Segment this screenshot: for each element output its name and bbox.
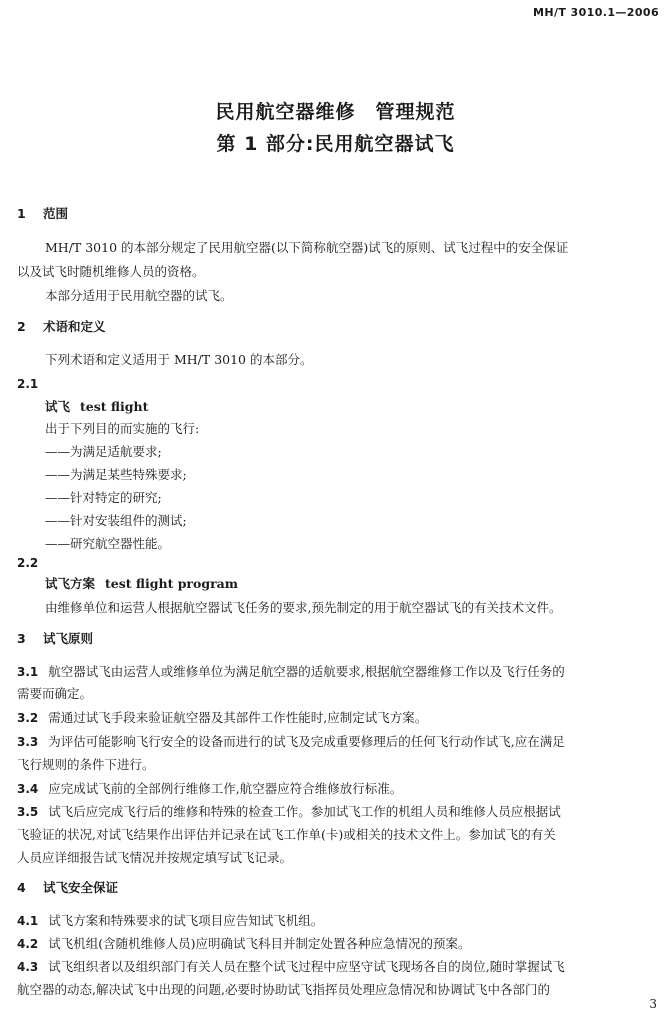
clause bbox=[17, 710, 427, 726]
term-chinese: 试飞 bbox=[45, 399, 71, 414]
section-number: 3 bbox=[17, 631, 26, 646]
paragraph-line: 以及试飞时随机维修人员的资格。 bbox=[17, 264, 205, 279]
clause-number: 4.1 bbox=[17, 914, 39, 928]
term-english: test flight program bbox=[105, 576, 239, 591]
term-entry bbox=[45, 399, 148, 415]
clause-text: 航空器试飞由运营人或维修单位为满足航空器的适航要求,根据航空器维修工作以及飞行任务的 bbox=[48, 664, 565, 679]
list-item: ——为满足适航要求; bbox=[45, 444, 162, 459]
clause bbox=[17, 804, 561, 820]
standard-number: MH/T 3010.1—2006 bbox=[533, 6, 659, 19]
clause-number: 3.1 bbox=[17, 665, 39, 679]
term-entry bbox=[45, 576, 238, 592]
clause-text: 为评估可能影响飞行安全的设备而进行的试飞及完成重要修理后的任何飞行动作试飞,应在满足 bbox=[48, 734, 565, 749]
clause bbox=[17, 664, 565, 680]
section-title: 范围 bbox=[43, 206, 69, 221]
clause-text: 需通过试飞手段来验证航空器及其部件工作性能时,应制定试飞方案。 bbox=[48, 710, 428, 725]
clause-number: 3.5 bbox=[17, 805, 39, 819]
paragraph-line: MH/T 3010 的本部分规定了民用航空器(以下简称航空器)试飞的原则、试飞过程中的安全保证 bbox=[45, 240, 569, 255]
document-title-line2: 第 1 部分:民用航空器试飞 bbox=[216, 133, 455, 155]
clause-text: 应完成试飞前的全部例行维修工作,航空器应符合维修放行标准。 bbox=[48, 781, 403, 796]
section-title: 试飞安全保证 bbox=[43, 880, 119, 895]
clause-text: 试飞组织者以及组织部门有关人员在整个试飞过程中应坚守试飞现场各自的岗位,随时掌握试飞 bbox=[48, 959, 565, 974]
clause-text: 试飞后应完成飞行后的维修和特殊的检查工作。参加试飞工作的机组人员和维修人员应根据试 bbox=[48, 804, 561, 819]
definition-line: 由维修单位和运营人根据航空器试飞任务的要求,预先制定的用于航空器试飞的有关技术文件。 bbox=[45, 600, 562, 615]
paragraph-line: 人员应详细报告试飞情况并按规定填写试飞记录。 bbox=[17, 850, 293, 865]
section-4-heading bbox=[17, 880, 118, 896]
list-item: ——研究航空器性能。 bbox=[45, 536, 171, 551]
clause-number: 2.2 bbox=[17, 556, 39, 570]
clause-number: 3.4 bbox=[17, 782, 39, 796]
section-number: 1 bbox=[17, 206, 26, 221]
clause bbox=[17, 781, 402, 797]
paragraph-line: 本部分适用于民用航空器的试飞。 bbox=[45, 288, 233, 303]
clause-number: 2.1 bbox=[17, 377, 39, 391]
list-item: ——为满足某些特殊要求; bbox=[45, 467, 187, 482]
clause-number: 4.2 bbox=[17, 937, 39, 951]
term-chinese: 试飞方案 bbox=[45, 576, 96, 591]
clause bbox=[17, 734, 565, 750]
paragraph-line: 航空器的动态,解决试飞中出现的问题,必要时协助试飞指挥员处理应急情况和协调试飞中各部门的 bbox=[17, 982, 550, 997]
clause-number: 4.3 bbox=[17, 960, 39, 974]
clause-number: 3.2 bbox=[17, 711, 39, 725]
definition-line: 出于下列目的而实施的飞行: bbox=[45, 421, 200, 436]
section-1-heading bbox=[17, 206, 68, 222]
section-title: 术语和定义 bbox=[43, 319, 106, 334]
list-item: ——针对安装组件的测试; bbox=[45, 513, 187, 528]
clause-text: 试飞机组(含随机维修人员)应明确试飞科目并制定处置各种应急情况的预案。 bbox=[48, 936, 471, 951]
section-2-heading bbox=[17, 319, 106, 335]
clause-text: 试飞方案和特殊要求的试飞项目应告知试飞机组。 bbox=[48, 913, 324, 928]
clause bbox=[17, 913, 323, 929]
section-number: 2 bbox=[17, 319, 26, 334]
term-english: test flight bbox=[80, 399, 149, 414]
paragraph-line: 下列术语和定义适用于 MH/T 3010 的本部分。 bbox=[45, 352, 313, 367]
paragraph-line: 飞验证的状况,对试飞结果作出评估并记录在试飞工作单(卡)或相关的技术文件上。参加试飞的有关 bbox=[17, 827, 556, 842]
page-number: 3 bbox=[649, 997, 657, 1011]
section-3-heading bbox=[17, 631, 93, 647]
paragraph-line: 飞行规则的条件下进行。 bbox=[17, 757, 155, 772]
paragraph-line: 需要而确定。 bbox=[17, 686, 93, 701]
document-title-line1: 民用航空器维修 管理规范 bbox=[215, 101, 456, 123]
clause bbox=[17, 936, 471, 952]
list-item: ——针对特定的研究; bbox=[45, 490, 162, 505]
section-number: 4 bbox=[17, 880, 26, 895]
clause bbox=[17, 959, 565, 975]
section-title: 试飞原则 bbox=[43, 631, 94, 646]
clause-number: 3.3 bbox=[17, 735, 39, 749]
